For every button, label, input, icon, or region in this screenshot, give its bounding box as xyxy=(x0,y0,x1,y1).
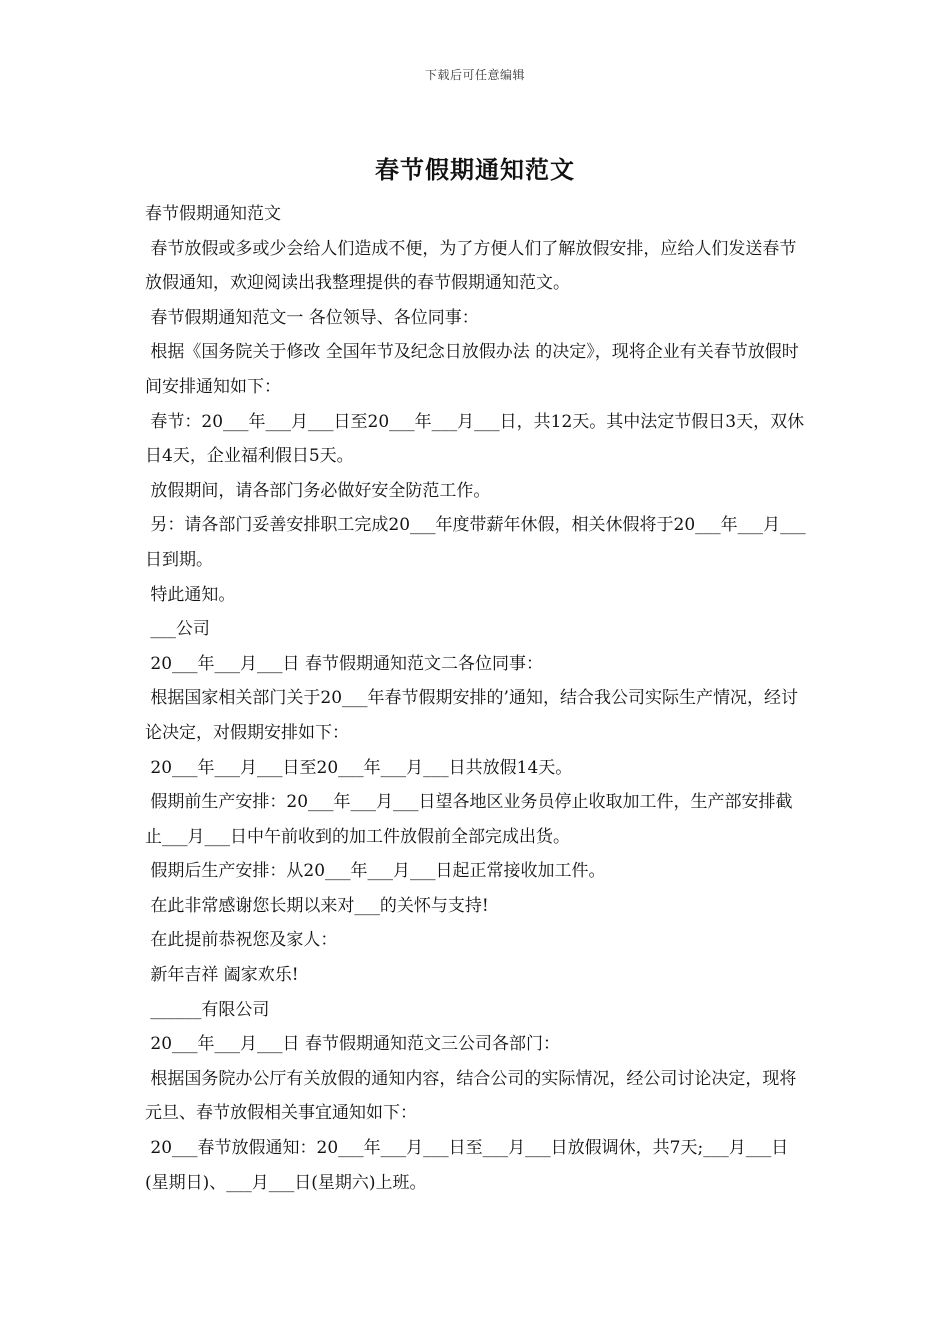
paragraph: 根据《国务院关于修改 全国年节及纪念日放假办法 的决定》，现将企业有关春节放假时间安排通知如下： xyxy=(145,342,799,397)
paragraph: 春节假期通知范文 xyxy=(145,204,281,224)
paragraph: 20___年___月___日 春节假期通知范文三公司各部门： xyxy=(145,1034,560,1055)
paragraph: ______有限公司 xyxy=(145,999,270,1020)
document-body xyxy=(145,197,807,1200)
paragraph: ___公司 xyxy=(145,619,210,640)
paragraph: 特此通知。 xyxy=(145,584,236,605)
paragraph: 另：请各部门妥善安排职工完成20___年度带薪年休假，相关休假将于20___年___月___日到期。 xyxy=(145,515,806,570)
document-title: 春节假期通知范文 xyxy=(375,155,575,184)
paragraph: 在此提前恭祝您及家人： xyxy=(145,930,338,951)
paragraph: 假期前生产安排：20___年___月___日望各地区业务员停止收取加工件，生产部安排截止___月___日中午前收到的加工件放假前全部完成出货。 xyxy=(145,792,793,847)
paragraph: 春节：20___年___月___日至20___年___月___日，共12天。其中法定节假日3天，双休日4天，企业福利假日5天。 xyxy=(145,411,805,467)
paragraph: 新年吉祥 阖家欢乐! xyxy=(145,965,299,986)
header-note: 下载后可任意编辑 xyxy=(424,68,525,82)
paragraph: 根据国家相关部门关于20___年春节假期安排的’通知，结合我公司实际生产情况，经讨论决定，对假期安排如下： xyxy=(145,688,798,743)
paragraph: 春节放假或多或少会给人们造成不便，为了方便人们了解放假安排，应给人们发送春节放假通知，欢迎阅读出我整理提供的春节假期通知范文。 xyxy=(145,238,797,294)
paragraph: 20___年___月___日至20___年___月___日共放假14天。 xyxy=(145,757,573,778)
paragraph: 春节假期通知范文一 各位领导、各位同事： xyxy=(145,307,479,328)
paragraph: 在此非常感谢您长期以来对___的关怀与支持! xyxy=(145,895,489,916)
paragraph: 20___年___月___日 春节假期通知范文二各位同事： xyxy=(145,653,543,674)
paragraph: 20___春节放假通知：20___年___月___日至___月___日放假调休，共7天;___月___日(星期日)、___月___日(星期六)上班。 xyxy=(145,1138,789,1193)
paragraph: 假期后生产安排：从20___年___月___日起正常接收加工件。 xyxy=(145,861,606,882)
paragraph: 放假期间，请各部门务必做好安全防范工作。 xyxy=(145,480,491,501)
paragraph: 根据国务院办公厅有关放假的通知内容，结合公司的实际情况，经公司讨论决定，现将元旦、春节放假相关事宜通知如下： xyxy=(145,1068,797,1124)
